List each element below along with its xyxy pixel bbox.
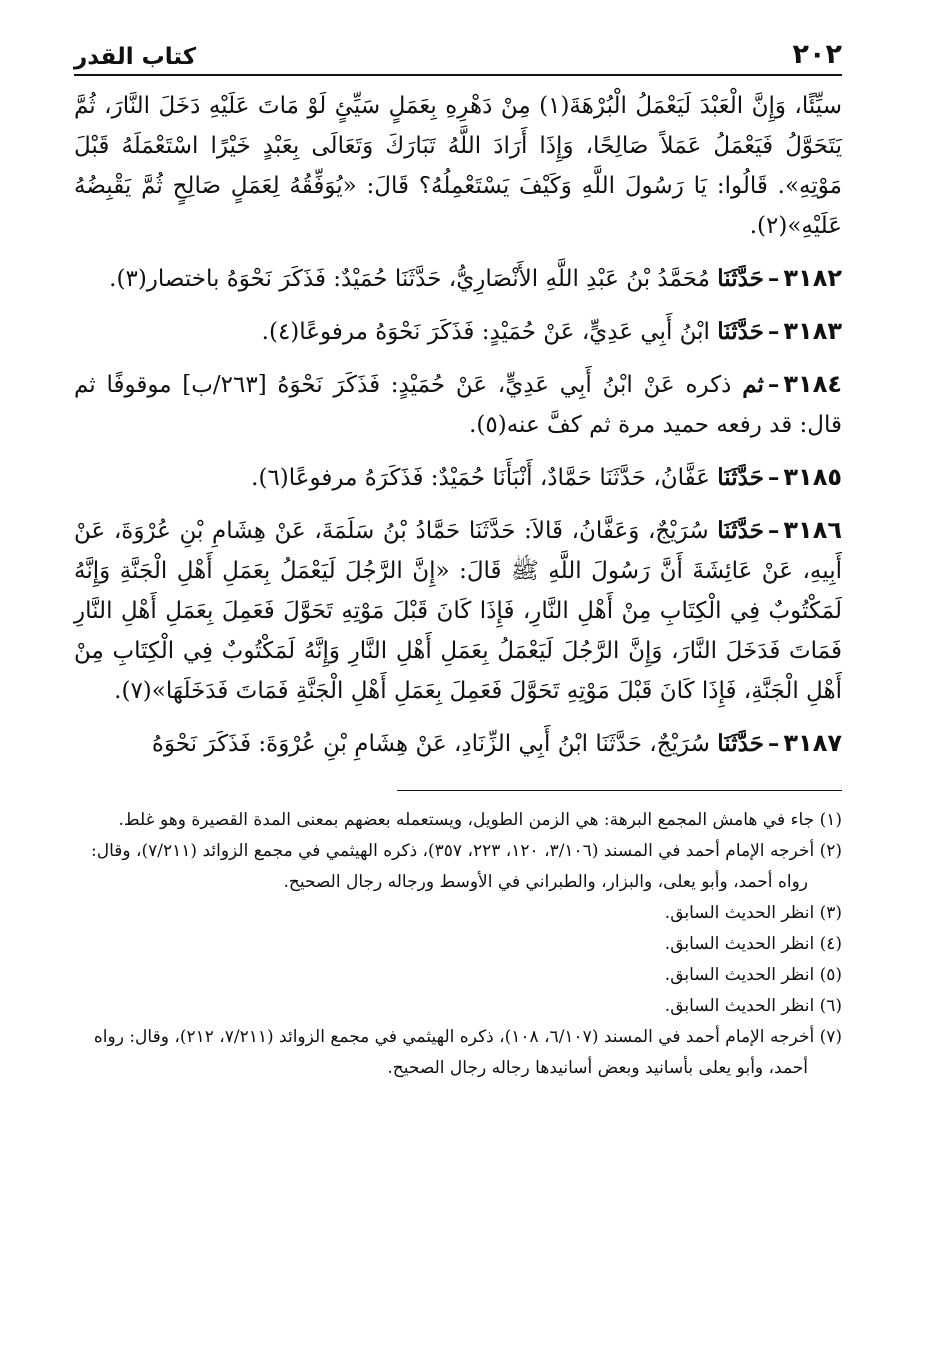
dash: – — [767, 265, 780, 292]
footnote-4: (٤) انظر الحديث السابق. — [664, 934, 842, 954]
hadith-text: عَفَّانُ، حَدَّثَنَا حَمَّادٌ، أَنْبَأَنَا حُمَيْدٌ: فَذَكَرَهُ مرفوعًا(٦). — [251, 465, 710, 491]
footnote-6: (٦) انظر الحديث السابق. — [664, 996, 842, 1016]
header-rule — [74, 74, 842, 76]
continuation-paragraph: سيِّئًا، وَإِنَّ الْعَبْدَ لَيَعْمَلُ الْبُرْهَةَ(١) مِنْ دَهْرِهِ بِعَمَلٍ سَيِّئٍ لَوْ مَاتَ عَلَيْهِ دَخَلَ النَّارَ، ثُمَّ يَتَحَوَّلُ فَيَعْمَلُ عَمَلاً صَالِحًا، وَإِذَا أَرَادَ اللَّهُ تَبَارَكَ وَتَعَالَى بِعَبْدٍ خَيْرًا اسْتَعْمَلَهُ قَبْلَ مَوْتِهِ». قَالُوا: يَا رَسُولَ اللَّهِ وَكَيْفَ يَسْتَعْمِلُهُ؟ قَالَ: «يُوَفِّقُهُ لِعَمَلٍ صَالِحٍ ثُمَّ يَقْبِضُهُ عَلَيْهِ»(٢). — [74, 93, 843, 239]
hadith-number: ٣١٨٥ — [783, 463, 842, 491]
book-page — [74, 38, 842, 1084]
hadith-lead: ثم — [742, 371, 764, 398]
hadith-number: ٣١٨٤ — [783, 370, 842, 398]
hadith-3183 — [74, 311, 842, 352]
book-title: كتاب القدر — [74, 44, 197, 70]
hadith-3184 — [74, 364, 842, 445]
footnote-7: (٧) أخرجه الإمام أحمد في المسند (٦/١٠٧، ١٠٨)، ذكره الهيثمي في مجمع الزوائد (٧/٢١١، ٢١٢)، وقال: رواه أحمد، وأبو يعلى بأسانيد وبعض أسانيدها رجاله رجال الصحيح. — [93, 1027, 842, 1078]
hadith-lead: حَدَّثَنَا — [717, 464, 764, 491]
hadith-text: سُرَيْجٌ، حَدَّثَنَا ابْنُ أَبِي الزِّنَادِ، عَنْ هِشَامِ بْنِ عُرْوَةَ: فَذَكَرَ نَحْوَهُ — [151, 731, 710, 757]
hadith-lead: حَدَّثَنَا — [717, 517, 764, 544]
hadith-lead: حَدَّثَنَا — [717, 265, 764, 292]
hadith-3182 — [74, 258, 842, 299]
hadith-3187 — [74, 723, 842, 764]
running-head — [74, 38, 842, 70]
footnote-rule — [397, 790, 842, 791]
hadith-number: ٣١٨٧ — [783, 729, 842, 757]
page-number: ٢٠٢ — [792, 39, 842, 70]
footnote-5: (٥) انظر الحديث السابق. — [664, 965, 842, 985]
main-text — [74, 86, 842, 764]
footnote-2: (٢) أخرجه الإمام أحمد في المسند (٣/١٠٦، ١٢٠، ٢٢٣، ٣٥٧)، ذكره الهيثمي في مجمع الزوائد (٧/٢١١)، وقال: رواه أحمد، وأبو يعلى، والبزار، والطبراني في الأوسط ورجاله رجال الصحيح. — [91, 841, 842, 892]
hadith-3186 — [74, 510, 842, 711]
hadith-number: ٣١٨٣ — [783, 317, 842, 345]
dash: – — [767, 517, 780, 544]
footnote-1: (١) جاء في هامش المجمع البرهة: هي الزمن الطويل، ويستعمله بعضهم بمعنى المدة القصيرة وهو غلط. — [118, 810, 842, 830]
hadith-text: سُرَيْجٌ، وَعَفَّانُ، قَالاَ: حَدَّثَنَا حَمَّادُ بْنُ سَلَمَةَ، عَنْ هِشَامِ بْنِ عُرْوَةَ، عَنْ أَبِيهِ، عَنْ عَائِشَةَ أَنَّ رَسُولَ اللَّهِ ﷺ قَالَ: «إِنَّ الرَّجُلَ لَيَعْمَلُ بِعَمَلِ أَهْلِ الْجَنَّةِ وَإِنَّهُ لَمَكْتُوبٌ فِي الْكِتَابِ مِنْ أَهْلِ النَّارِ، فَإِذَا كَانَ قَبْلَ مَوْتِهِ تَحَوَّلَ فَعَمِلَ بِعَمَلِ أَهْلِ النَّارِ فَمَاتَ فَدَخَلَ النَّارَ، وَإِنَّ الرَّجُلَ لَيَعْمَلُ بِعَمَلِ أَهْلِ النَّارِ وَإِنَّهُ لَمَكْتُوبٌ فِي الْكِتَابِ مِنْ أَهْلِ الْجَنَّةِ، فَإِذَا كَانَ قَبْلَ مَوْتِهِ تَحَوَّلَ فَعَمِلَ بِعَمَلِ أَهْلِ الْجَنَّةِ فَمَاتَ فَدَخَلَهَا»(٧). — [74, 518, 842, 704]
hadith-text: مُحَمَّدُ بْنُ عَبْدِ اللَّهِ الأَنْصَارِيُّ، حَدَّثَنَا حُمَيْدٌ: فَذَكَرَ نَحْوَهُ باختصار(٣). — [109, 266, 710, 292]
footnotes — [74, 805, 842, 1084]
hadith-number: ٣١٨٢ — [783, 264, 842, 292]
dash: – — [767, 730, 780, 757]
hadith-number: ٣١٨٦ — [783, 516, 842, 544]
hadith-text: ذكره عَنْ ابْنُ أَبِي عَدِيٍّ، عَنْ حُمَيْدٍ: فَذَكَرَ نَحْوَهُ [٢٦٣/ب] موقوفًا ثم قال: قد رفعه حميد مرة ثم كفَّ عنه(٥). — [74, 372, 842, 438]
hadith-lead: حَدَّثَنَا — [717, 318, 764, 345]
dash: – — [767, 464, 780, 491]
hadith-lead: حَدَّثَنَا — [717, 730, 764, 757]
footnote-3: (٣) انظر الحديث السابق. — [664, 903, 842, 923]
dash: – — [767, 318, 780, 345]
hadith-text: ابْنُ أَبِي عَدِيٍّ، عَنْ حُمَيْدٍ: فَذَكَرَ نَحْوَهُ مرفوعًا(٤). — [261, 319, 710, 345]
dash: – — [767, 371, 780, 398]
hadith-3185 — [74, 457, 842, 498]
